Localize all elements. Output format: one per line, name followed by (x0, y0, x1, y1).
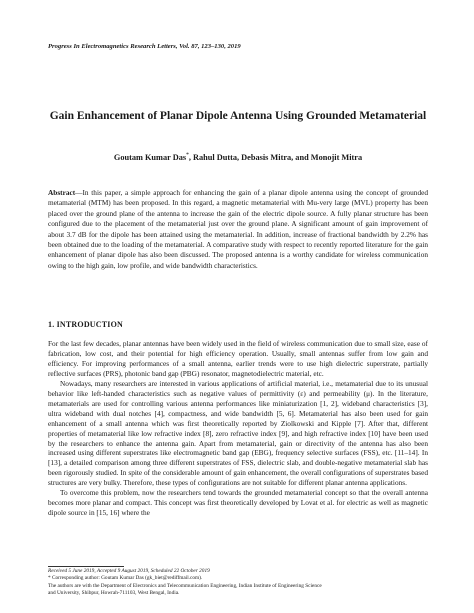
paragraph: For the last few decades, planar antennas have been widely used in the field of wireless communication due to small size, ease of fabrication, low cost, and their potential for high efficiency operation. Usually, small antennas suffer from low gain and efficiency. For improving performances of a small antenna, earlier trends were to use high dielectric superstrate, partially reflective surfaces (PRS), photonic band gap (PBG) resonator, magnetodielectric material, etc. (48, 339, 428, 378)
affiliation-line: The authors are with the Department of Electronics and Telecommunication Engineering, Indian Institute of Engineering Science (48, 582, 322, 589)
section-heading: 1. INTRODUCTION (48, 320, 124, 329)
introduction-body (48, 339, 428, 518)
abstract-text: —In this paper, a simple approach for enhancing the gain of a planar dipole antenna using the concept of grounded metamaterial (MTM) has been proposed. In this regard, a magnetic metamaterial with Mu-very large (MVL) property has been placed over the ground plane of the antenna to increase the gain of the electric dipole source. A fully planar structure has been configured due to the placement of the metamaterial just over the ground plane. A significant amount of gain improvement of about 3.7 dB for the dipole has been attained using the metamaterial. In addition, increase of fractional bandwidth by 2.2% has been obtained due to the loading of the metamaterial. A comparative study with respect to recently reported literature for the gain enhancement of planar dipole has also been discussed. The proposed antenna is a worthy candidate for wireless communication owing to the high gain, low profile, and wide bandwidth characteristics. (48, 188, 428, 270)
footnotes (48, 568, 428, 598)
corresponding-author-note: * Corresponding author: Goutam Kumar Das (gk_biet@rediffmail.com). (48, 575, 203, 582)
abstract (48, 188, 428, 271)
footnote-rule (48, 566, 124, 567)
affiliation-line: and University, Shibpur, Howrah-711103, West Bengal, India. (48, 590, 180, 597)
paper-title: Gain Enhancement of Planar Dipole Antenna Using Grounded Metamaterial (49, 110, 427, 122)
coauthors: , Rahul Dutta, Debasis Mitra, and Monojit Mitra (188, 152, 363, 162)
received-dates: Received 5 June 2019, Accepted 9 August 2019, Scheduled 22 October 2019 (48, 568, 210, 574)
paragraph: To overcome this problem, now the researchers tend towards the grounded metamaterial concept so that the overall antenna becomes more planar and compact. This concept was first theoretically developed by Lovat et al. for electric as well as magnetic dipole source in [15, 16] where the (48, 488, 428, 518)
journal-header: Progress In Electromagnetics Research Letters, Vol. 87, 123–130, 2019 (48, 43, 241, 50)
abstract-label: Abstract (48, 188, 76, 197)
author-list (48, 152, 428, 162)
paragraph: Nowadays, many researchers are interested in various applications of artificial material, i.e., metamaterial due to its unusual behavior like left-handed characteristics such as negative values of permittivity (ε) and permeability (μ). In the literature, metamaterials are used for controlling various antenna performances like miniaturization [1, 2], wideband characteristics [3], ultra wideband with dual notches [4], compactness, and wide bandwidth [5, 6]. Metamaterial has also been used for gain enhancement of a small antenna which was first theoretically reported by Ziolkowski and Kipple [7]. After that, different properties of metamaterial like low refractive index [8], zero refractive index [9], and high refractive index [10] have been used by the researchers to enhance the antenna gain. Apart from metamaterial, gain or directivity of the antenna has also been increased using different superstrates like electromagnetic band gap (EBG), frequency selective surfaces (FSS), etc. [11–14]. In [13], a detailed comparison among three different superstrates of FSS, dielectric slab, and double-negative metamaterial slab has been rigorously studied. In spite of the considerable amount of gain enhancement, the overall configurations of superstrates based structures are very bulky. Therefore, these types of configurations are not suitable for different planar antenna applications. (48, 378, 428, 488)
first-author: Goutam Kumar Das (113, 152, 187, 162)
corresponding-author-mark: * (186, 152, 189, 158)
